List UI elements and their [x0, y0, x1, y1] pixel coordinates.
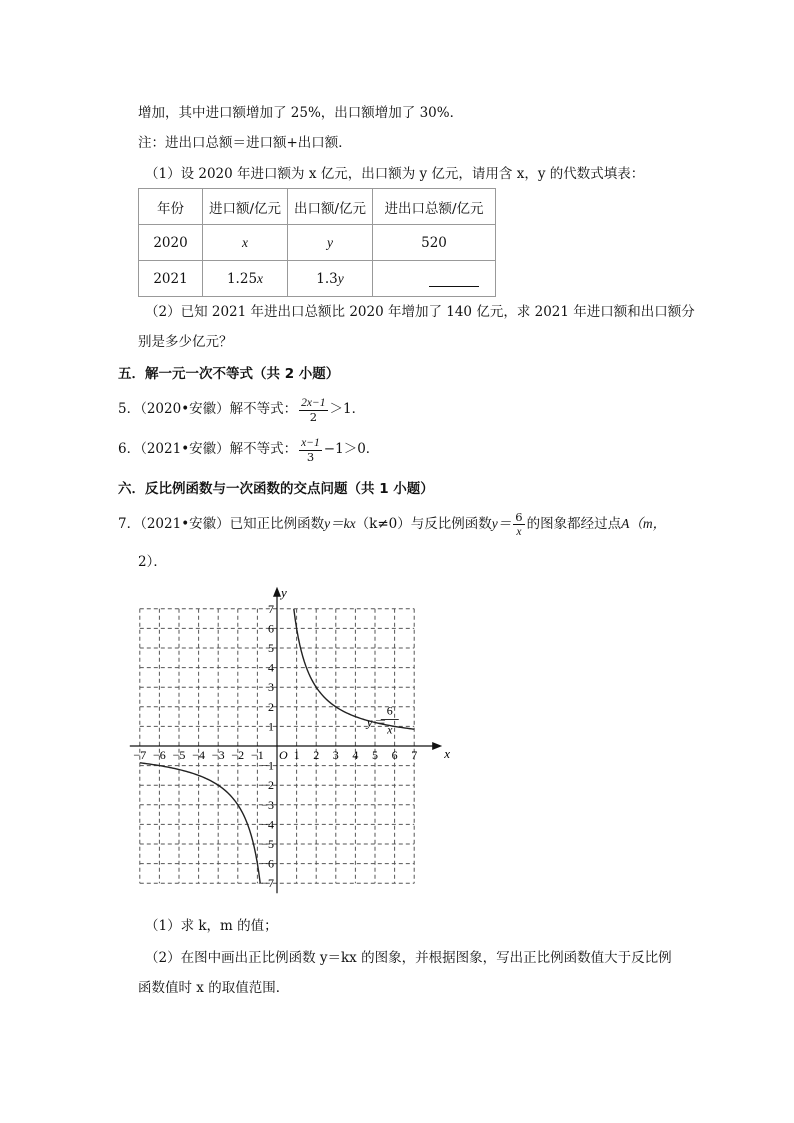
- table-cell-total: 520: [373, 225, 496, 261]
- table-cell-import: 1.25x: [203, 261, 288, 297]
- x-tick-label: −6: [153, 748, 166, 762]
- table-header: 进出口总额/亿元: [373, 189, 496, 225]
- question-1: （1）设 2020 年进口额为 x 亿元，出口额为 y 亿元，请用含 x，y 的代数式填表：: [145, 166, 645, 182]
- x-tick-label: 3: [332, 748, 339, 762]
- table-header: 年份: [139, 189, 203, 225]
- y-tick-label: 1: [268, 719, 274, 734]
- y-axis-label: y: [281, 584, 287, 600]
- sub-question-2-line-1: （2）在图中画出正比例函数 y＝kx 的图象，并根据图象，写出正比例函数值大于反比例: [145, 950, 672, 966]
- x-tick-label: 6: [391, 748, 398, 762]
- curve-label-num: 6: [386, 703, 393, 718]
- y-tick-label: −1: [261, 758, 274, 773]
- y-tick-label: 2: [268, 699, 274, 714]
- x-tick-label: 7: [411, 748, 418, 762]
- problem-5: 5．（2020•安徽）解不等式： $\frac{2x-1}{2}$ ＞1．: [118, 396, 366, 424]
- table-cell-export: y: [288, 225, 373, 261]
- table-header: 进口额/亿元: [203, 189, 288, 225]
- fraction-5: $\frac{2x-1}{2}$: [301, 396, 326, 424]
- axes: [130, 584, 442, 893]
- problem-6: 6．（2021•安徽）解不等式： $\frac{x-1}{3}$ −1＞0．: [118, 436, 380, 464]
- x-tick-label: −2: [231, 748, 245, 762]
- y-tick-label: −2: [261, 778, 274, 793]
- table-cell-export: 1.3y: [288, 261, 373, 297]
- y-tick-label: 6: [268, 621, 274, 636]
- curve-label-den: x: [387, 722, 393, 737]
- table-cell-total-blank[interactable]: [373, 261, 496, 297]
- sub-question-2-line-2: 函数值时 x 的取值范围．: [138, 980, 290, 996]
- note-line: 注：进出口总额＝进口额+出口额．: [138, 135, 352, 151]
- table-cell-year: 2020: [139, 225, 203, 261]
- y-tick-label: −5: [261, 837, 274, 851]
- x-tick-label: 5: [372, 748, 378, 762]
- problem-7: 7．（2021•安徽）已知正比例函数y＝kx（k≠0）与反比例函数y＝ $\frac{6}{x}$ 的图象都经过点A（m，: [118, 509, 667, 538]
- sub-question-1: （1）求 k，m 的值；: [145, 918, 278, 934]
- x-tick-label: −4: [192, 748, 205, 762]
- y-tick-label: 4: [268, 660, 274, 675]
- coordinate-graph: [133, 582, 470, 902]
- y-tick-label: −4: [261, 817, 274, 832]
- intro-line: 增加，其中进口额增加了 25%，出口额增加了 30%．: [138, 105, 464, 121]
- x-axis-label: x: [444, 746, 450, 761]
- x-tick-label: −1: [251, 748, 264, 762]
- x-tick-label: 1: [293, 748, 300, 762]
- fraction-6: $\frac{x-1}{3}$: [301, 436, 320, 464]
- y-tick-label: −6: [261, 856, 274, 871]
- hyperbola-branch-negative: [140, 763, 260, 883]
- y-tick-label: −3: [261, 797, 274, 812]
- question-2-line-1: （2）已知 2021 年进出口总额比 2020 年增加了 140 亿元，求 2021 年进口额和出口额分: [145, 304, 695, 320]
- table-header: 出口额/亿元: [288, 189, 373, 225]
- question-2-line-2: 别是多少亿元？: [138, 334, 233, 350]
- curve-label-lhs: y＝: [366, 714, 386, 730]
- x-axis-arrow: [432, 742, 442, 750]
- table-cell-import: x: [203, 225, 288, 261]
- origin-label: O: [279, 748, 288, 762]
- x-tick-label: −3: [211, 748, 225, 762]
- x-tick-label: 2: [313, 748, 320, 762]
- section-6-heading: 六．反比例函数与一次函数的交点问题（共 1 小题）: [118, 481, 434, 497]
- x-tick-label: 4: [352, 748, 359, 762]
- problem-7-line-2: 2）．: [138, 554, 167, 570]
- import-export-table: [138, 188, 496, 297]
- x-tick-label: −7: [133, 748, 147, 762]
- y-axis-arrow: [273, 587, 281, 597]
- fraction-7: $\frac{6}{x}$: [515, 509, 523, 538]
- table-row: [139, 261, 496, 297]
- table-header-row: [139, 189, 496, 225]
- table-cell-year: 2021: [139, 261, 203, 297]
- y-tick-label: 3: [268, 680, 274, 695]
- y-tick-label: 7: [268, 601, 274, 616]
- table-row: [139, 225, 496, 261]
- y-tick-label: −7: [261, 876, 274, 891]
- x-tick-label: −5: [172, 748, 186, 762]
- hyperbola-branch-positive: [294, 609, 414, 729]
- y-tick-label: 5: [268, 641, 274, 655]
- section-5-heading: 五．解一元一次不等式（共 2 小题）: [118, 366, 340, 382]
